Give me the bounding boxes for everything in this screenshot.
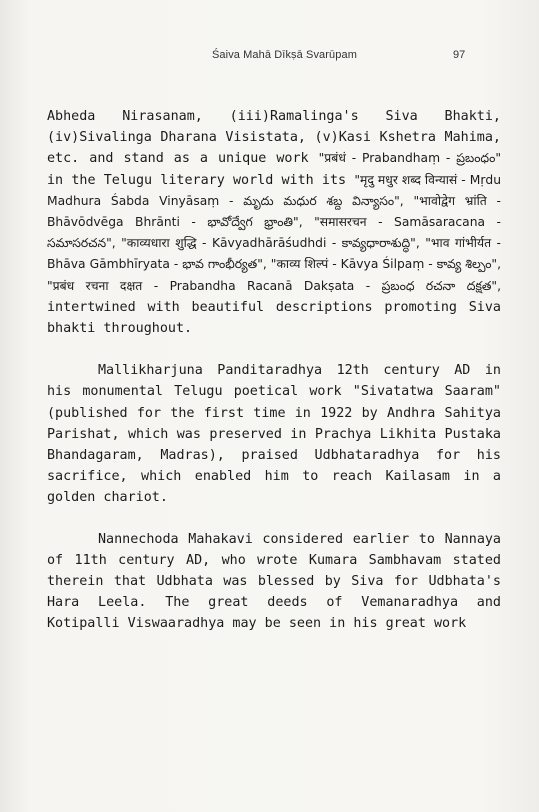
paragraph-1-end: intertwined with beautiful descriptions promoting Siva bhakti throughout. — [47, 299, 501, 337]
paragraph-1-intro: Abheda Nirasanam, (iii)Ramalinga's Siva Bhakti, (iv)Sivalinga Dharana Visistata, (v)Kasi Kshetra Mahima, etc. and stand as a unique work — [47, 109, 501, 167]
term-list: "मृदु मधुर शब्द विन्यासं - Mṛdu Madhura Śabda Vinyāsaṃ - మృదు మధుర శబ్ద విన్యాసం", "भावोद्वेग भ्रांति - Bhāvōdvēga Bhrānti - భావోద్వేగ భ్రాంతి", "समासरचन - Samāsaracana - సమాసరచన", "काव्यधारा शुद्धि - Kāvyadhārāśudhdi - కావ్యధారాశుద్ధి", "भाव गांभीर्यत - Bhāva Gāmbhīryata - భావ గాంభీర్యత", "काव्य शिल्पं - Kāvya Śilpaṃ - కావ్య శిల్పం", "प्रबंध रचना दक्षत - Prabandha Racanā Dakṣata - ప్రబంధ రచనా దక్షత", — [47, 172, 501, 293]
page-number: 97 — [453, 49, 466, 61]
body-text — [47, 106, 501, 635]
term-prabandham: "प्रबंधं - Prabandhaṃ - ప్రబంధం" — [318, 151, 501, 166]
paragraph-1 — [47, 106, 501, 339]
paragraph-1-mid: in the Telugu literary world with its — [47, 172, 347, 188]
running-title: Śaiva Mahā Dīkṣā Svarūpam — [212, 49, 357, 61]
paragraph-2: Mallikharjuna Panditaradhya 12th century AD in his monumental Telugu poetical work "Sivatatwa Saaram" (published for the first time in 1922 by Andhra Sahitya Parishat, which was preserved in Prachya Likhita Pustaka Bhandagaram, Madras), praised Udbhataradhya for his sacrifice, which enabled him to reach Kailasam in a golden chariot. — [47, 363, 501, 506]
running-header — [0, 49, 539, 65]
paragraph-3: Nannechoda Mahakavi considered earlier to Nannaya of 11th century AD, who wrote Kumara Sambhavam stated therein that Udbhata was blessed by Siva for Udbhata's Hara Leela. The great deeds of Vemanaradhya and Kotipalli Viswaaradhya may be seen in his great work — [47, 531, 501, 632]
